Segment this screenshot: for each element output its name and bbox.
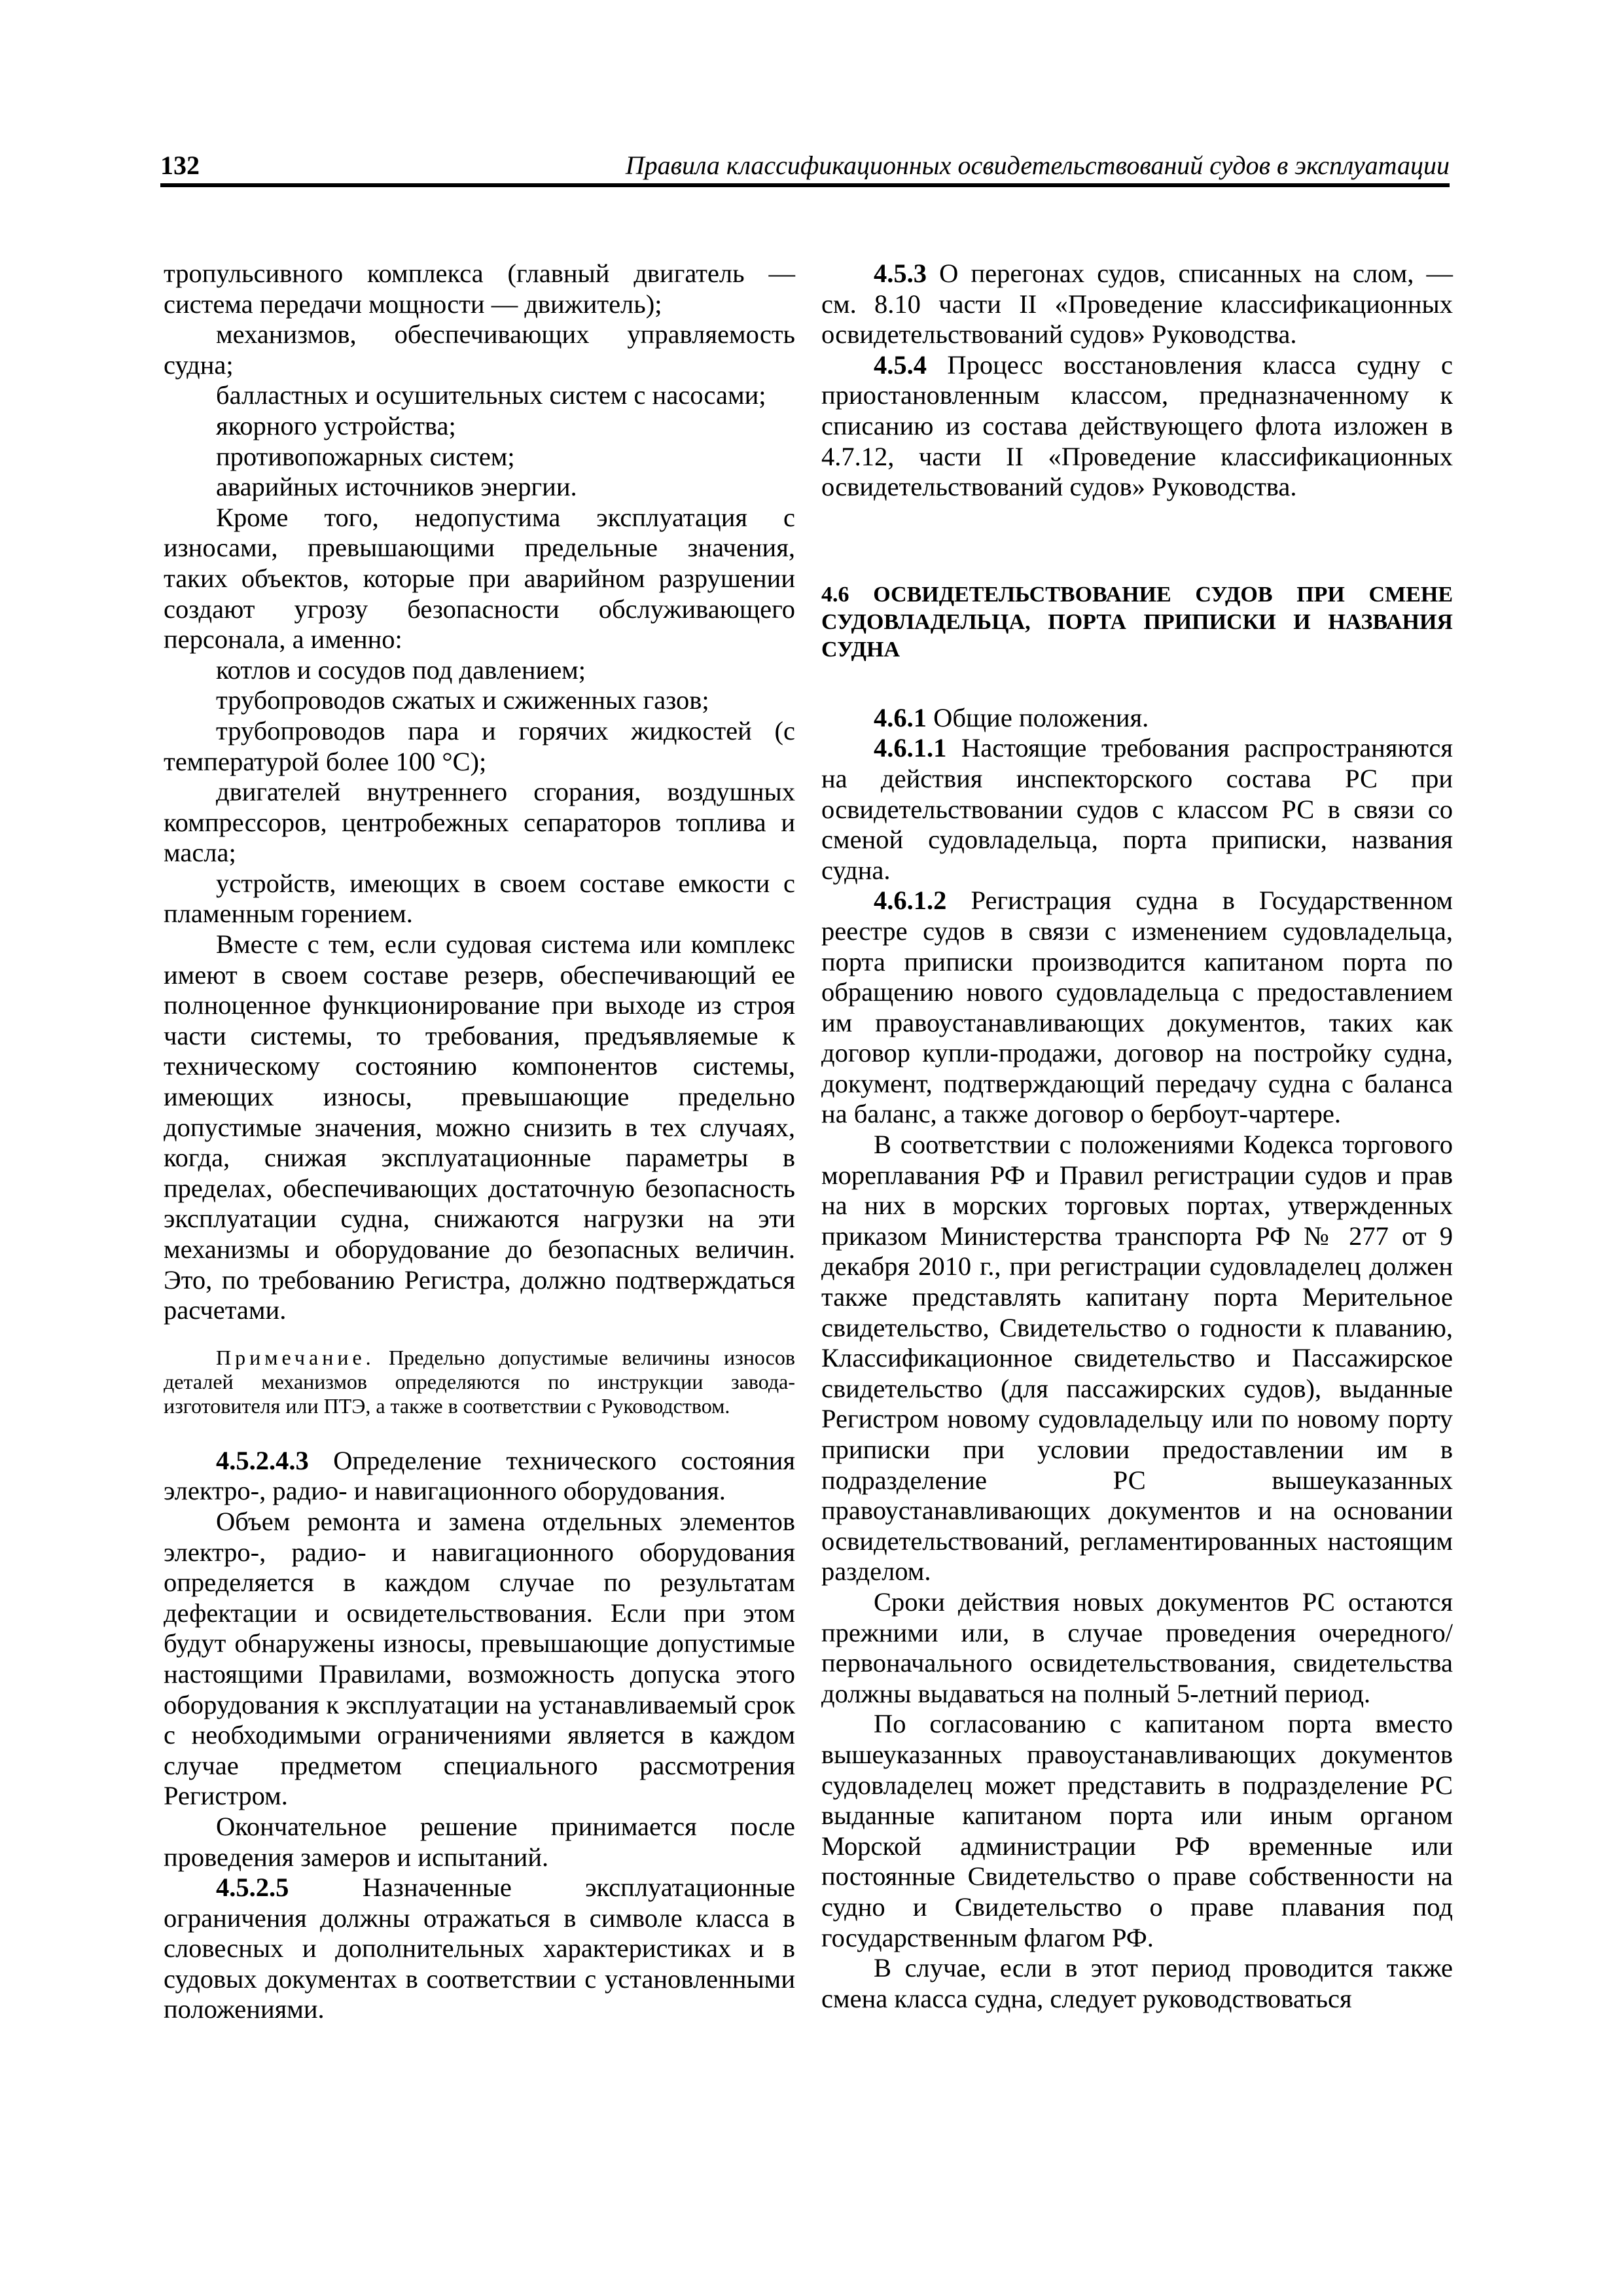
- clause: [164, 1446, 795, 1507]
- clause: [821, 886, 1453, 1130]
- paragraph: устройств, имеющих в своем составе емкости с пламенным горением.: [164, 868, 795, 929]
- paragraph: трубопроводов сжатых и сжиженных газов;: [216, 685, 709, 715]
- paragraph: Вместе с тем, если судовая система или комплекс имеют в своем составе резерв, обеспечивающий ее полноценное функционирование при выходе из строя части системы, то требования, предъявляемые к техническому состоянию компонентов системы, имеющих износы, превышающие предельно допустимые значения, можно снизить в тех случаях, когда, снижая эксплуатационные параметры в пределах, обеспечивающих достаточную безопасность эксплуатации судна, снижаются нагрузки на эти механизмы и оборудование до безопасных величин. Это, по требованию Регистра, должно подтверждаться расчетами.: [164, 929, 795, 1325]
- clause-number: 4.5.2.5: [216, 1873, 289, 1903]
- paragraph: якорного устройства;: [216, 410, 456, 440]
- clause: [821, 259, 1453, 350]
- paragraph: Окончательное решение принимается после проведения замеров и испытаний.: [164, 1811, 795, 1872]
- clause-text: Назначенные эксплуатационные ограничения должны отражаться в символе класса в словесных и дополнительных характеристиках и в судовых документах в соответствии с установленными положениями.: [164, 1873, 795, 2024]
- clause-number: 4.6.1.1: [874, 733, 947, 763]
- right-column: [821, 259, 1453, 2014]
- paragraph: балластных и осушительных систем с насосами;: [216, 380, 766, 410]
- paragraph: В случае, если в этот период проводится также смена класса судна, следует руководствоваться: [821, 1953, 1453, 2013]
- note-text: Предельно допустимые величины износов деталей механизмов определяются по инструкции завода-изготовителя или ПТЭ, а также в соответствии с Руководством.: [164, 1345, 795, 1418]
- clause-text: О перегонах судов, списанных на слом, — см. 8.10 части II «Проведение классификационных освидетельствований судов» Руководства.: [821, 259, 1453, 350]
- page-header: [160, 149, 1450, 187]
- clause-text: Процесс восстановления класса судну с приостановленным классом, предназначенному к списанию из состава действующего флота изложен в 4.7.12, части II «Проведение классификационных освидетельствований судов» Руководства.: [821, 350, 1453, 502]
- clause-text: Общие положения.: [933, 702, 1149, 732]
- clause-number: 4.5.3: [874, 259, 927, 288]
- paragraph: котлов и сосудов под давлением;: [216, 655, 586, 685]
- section-title: 4.6 ОСВИДЕТЕЛЬСТВОВАНИЕ СУДОВ ПРИ СМЕНЕ СУДОВЛАДЕЛЬЦА, ПОРТА ПРИПИСКИ И НАЗВАНИЯ СУДНА: [821, 582, 1453, 662]
- clause-number: 4.5.2.4.3: [216, 1445, 309, 1475]
- page-number: 132: [160, 151, 200, 180]
- note-label: Примечание.: [216, 1345, 375, 1369]
- clause: [821, 703, 1453, 734]
- left-column: [164, 259, 795, 2025]
- clause: [164, 1873, 795, 2025]
- clause-number: 4.6.1: [874, 702, 927, 732]
- clause-text: Регистрация судна в Государственном реестре судов в связи с изменением судовладельца, порта приписки производится капитаном порта по обращению нового судовладельца с предоставлением им правоустанавливающих документов, таких как договор купли-продажи, договор на постройку судна, документ, подтверждающий передачу судна с баланса на баланс, а также договор о бербоут-чартере.: [821, 886, 1454, 1129]
- paragraph: Объем ремонта и замена отдельных элементов электро-, радио- и навигационного оборудования определяется в каждом случае по результатам дефектации и освидетельствования. Если при этом будут обнаружены износы, превышающие допустимые настоящими Правилами, возможность допуска этого оборудования к эксплуатации на устанавливаемый срок с необходимыми ограничениями является в каждом случае предметом специального рассмотрения Регистром.: [164, 1506, 795, 1811]
- paragraph: двигателей внутреннего сгорания, воздушных компрессоров, центробежных сепараторов топлива и масла;: [164, 777, 795, 868]
- clause: [821, 350, 1453, 503]
- clause-number: 4.5.4: [874, 350, 927, 380]
- clause-text: Определение технического состояния электро-, радио- и навигационного оборудования.: [164, 1445, 795, 1506]
- paragraph: аварийных источников энергии.: [216, 472, 577, 502]
- clause: [821, 733, 1453, 886]
- paragraph: противопожарных систем;: [216, 441, 515, 471]
- paragraph: механизмов, обеспечивающих управляемость судна;: [164, 319, 795, 380]
- clause-number: 4.6.1.2: [874, 886, 947, 916]
- clause-text: Настоящие требования распространяются на действия инспекторского состава РС при освидетельствовании судов с классом РС в связи со сменой судовладельца, порта приписки, названия судна.: [821, 733, 1454, 885]
- paragraph: Сроки действия новых документов РС остаются прежними или, в случае проведения очередного/первоначального освидетельствования, свидетельства должны выдаваться на полный 5-летний период.: [821, 1587, 1453, 1708]
- note: [164, 1346, 795, 1418]
- paragraph: тропульсивного комплекса (главный двигатель — система передачи мощности — движитель);: [164, 259, 795, 319]
- paragraph: Кроме того, недопустима эксплуатация с износами, превышающими предельные значения, таких объектов, которые при аварийном разрушении создают угрозу безопасности обслуживающего персонала, а именно:: [164, 502, 795, 655]
- running-title: Правила классификационных освидетельствований судов в эксплуатации: [625, 151, 1450, 180]
- paragraph: В соответствии с положениями Кодекса торгового мореплавания РФ и Правил регистрации судов и прав на них в морских торговых портах, утвержденных приказом Министерства транспорта РФ № 277 от 9 декабря 2010 г., при регистрации судовладелец должен также представлять капитану порта Мерительное свидетельство, Свидетельство о годности к плаванию, Классификационное свидетельство и Пассажирское свидетельство (для пассажирских судов), выданные Регистром новому судовладельцу или по новому порту приписки при условии предоставлении им в подразделение РС вышеуказанных правоустанавливающих документов и на основании освидетельствований, регламентированных настоящим разделом.: [821, 1130, 1453, 1587]
- paragraph: По согласованию с капитаном порта вместо вышеуказанных правоустанавливающих документов судовладелец может представить в подразделение РС выданные капитаном порта или иным органом Морской администрации РФ временные или постоянные Свидетельство о праве собственности на судно и Свидетельство о праве плавания под государственным флагом РФ.: [821, 1709, 1453, 1952]
- paragraph: трубопроводов пара и горячих жидкостей (с температурой более 100 °С);: [164, 715, 795, 776]
